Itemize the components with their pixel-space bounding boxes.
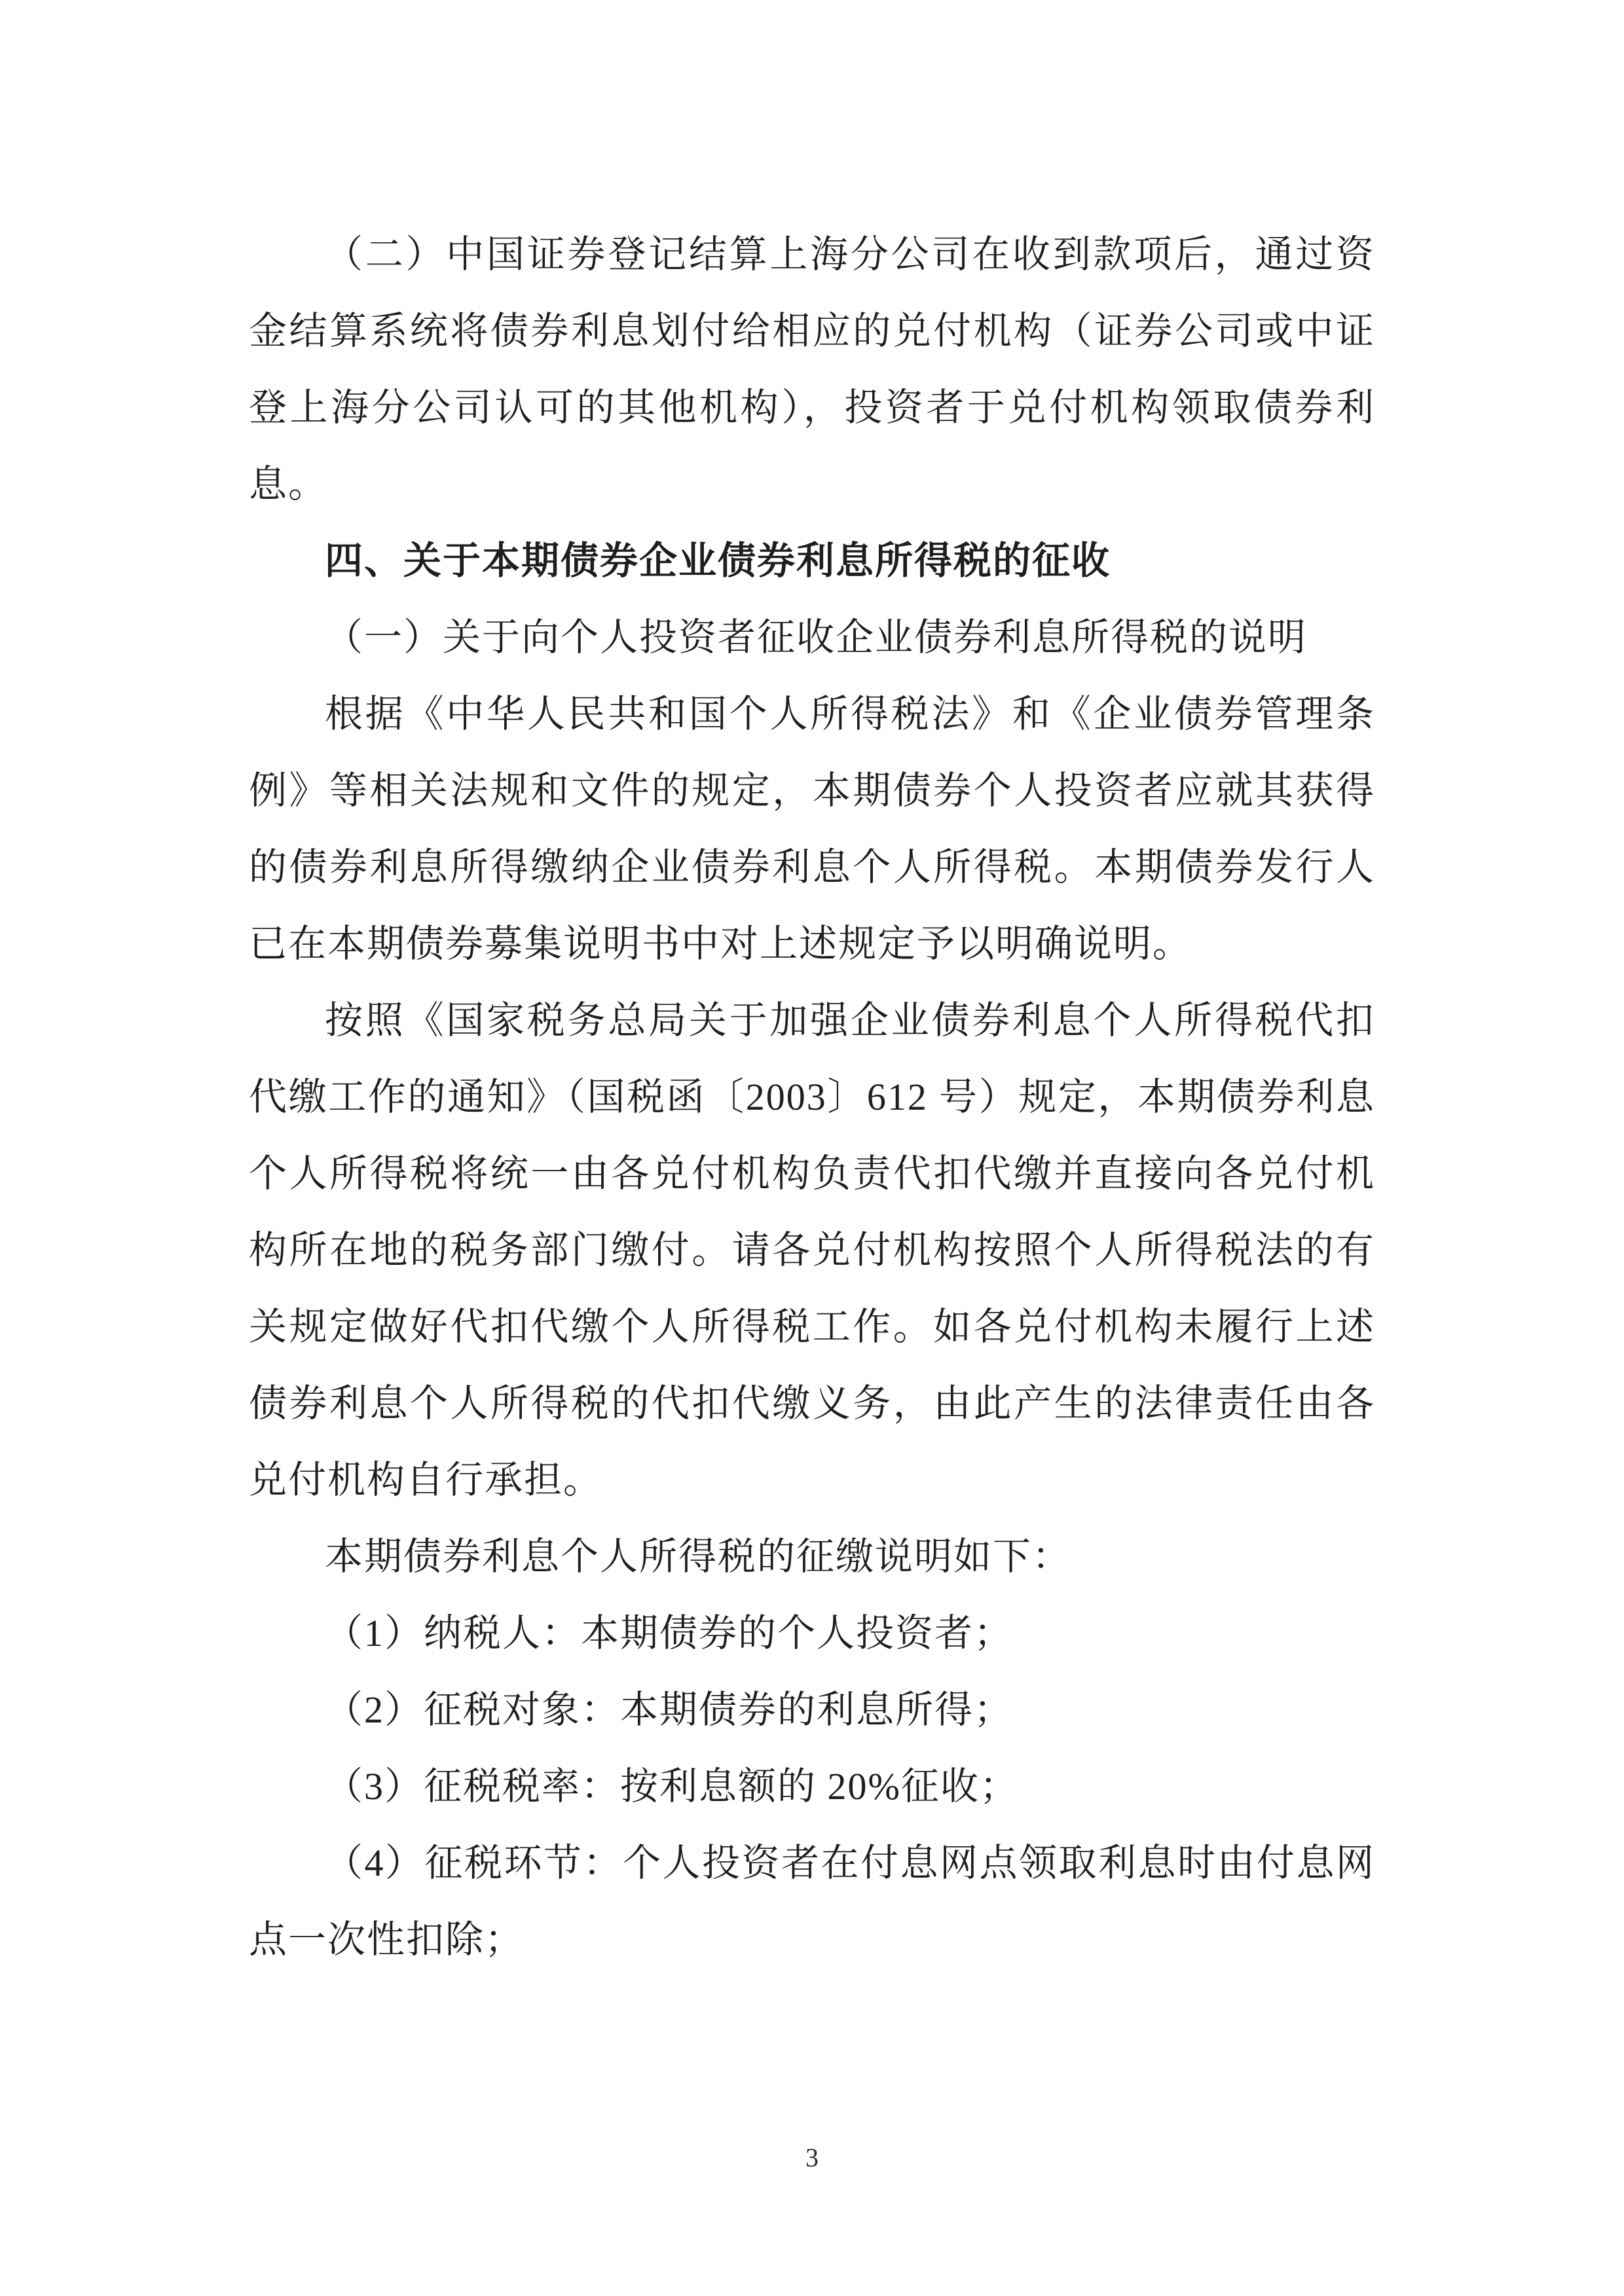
document-body <box>249 216 1375 1978</box>
section-heading-tax-collection: 四、关于本期债券企业债券利息所得税的征收 <box>325 539 1111 582</box>
paragraph-legal-basis: 根据《中华人民共和国个人所得税法》和《企业债券管理条例》等相关法规和文件的规定，本期债券个人投资者应就其获得的债券利息所得缴纳企业债券利息个人所得税。本期债券发行人已在本期债券募集说明书中对上述规定予以明确说明。 <box>249 693 1375 965</box>
paragraph-tax-explanation-intro: 本期债券利息个人所得税的征缴说明如下： <box>325 1535 1072 1578</box>
page-footer <box>0 2142 1624 2174</box>
list-item-taxpayer: （1）纳税人：本期债券的个人投资者； <box>325 1612 1014 1654</box>
list-item-tax-object: （2）征税对象：本期债券的利息所得； <box>325 1688 1014 1731</box>
subsection-heading-individual-investors: （一）关于向个人投资者征收企业债券利息所得税的说明 <box>325 616 1308 659</box>
page-number: 3 <box>805 2143 819 2172</box>
list-item-tax-stage: （4）征税环节：个人投资者在付息网点领取利息时由付息网点一次性扣除； <box>249 1842 1375 1961</box>
paragraph-withholding-rules: 按照《国家税务总局关于加强企业债券利息个人所得税代扣代缴工作的通知》（国税函〔2003〕612 号）规定，本期债券利息个人所得税将统一由各兑付机构负责代扣代缴并直接向各兑付机构所在地的税务部门缴付。请各兑付机构按照个人所得税法的有关规定做好代扣代缴个人所得税工作。如各兑付机构未履行上述债券利息个人所得税的代扣代缴义务，由此产生的法律责任由各兑付机构自行承担。 <box>249 999 1375 1501</box>
list-item-tax-rate: （3）征税税率：按利息额的 20%征收； <box>325 1765 1019 1808</box>
paragraph-clearing-branch-payment: （二）中国证券登记结算上海分公司在收到款项后，通过资金结算系统将债券利息划付给相应的兑付机构（证券公司或中证登上海分公司认可的其他机构），投资者于兑付机构领取债券利息。 <box>249 233 1375 505</box>
